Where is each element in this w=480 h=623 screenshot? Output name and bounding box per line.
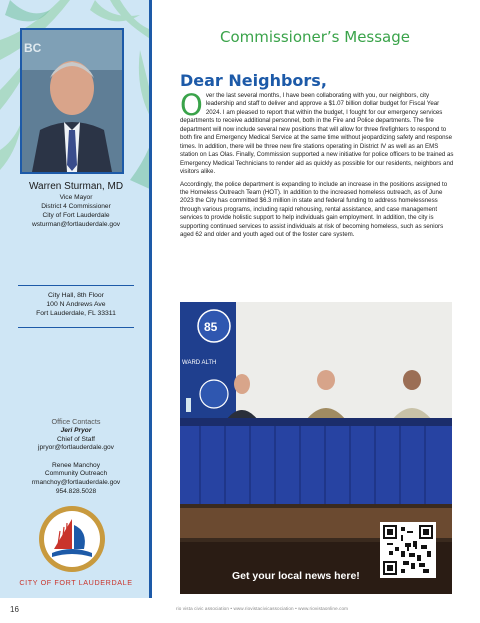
contact-1-email[interactable]: jpryor@fortlauderdale.gov [38,444,114,452]
city-label: CITY OF FORT LAUDERDALE [19,578,133,587]
greeting: Dear Neighbors, [180,71,327,90]
commission-meeting-photo [180,302,452,594]
paragraph-1-text: ver the last several months, I have been collaborating with you, our neighbors, city leadership and staff to deliver and approve a $1.07 billion dollar budget for Fiscal Year 2024. I am pleased to report that within the budget, I fought for our emergency services departments to receive additional personnel, both in the Fire and Police departments. The fire department will now include several new positions that will allow for three firefighters to respond to both fire and Emergency Medical Service at the same time without jeopardizing safety and response times. In addition, there will be three new fire stations operating in District IV as well as an EMS station on Las Olas. Finally, Commission supported a new initiative for police officers to be trained as Emergency Medical Technicians to render aid as quickly as possible for our residents, neighbors and visitors alike. [180,92,454,176]
person-city: City of Fort Lauderdale [42,212,110,219]
person-name: Warren Sturman, MD [28,181,124,192]
address-line-2: 100 N Andrews Ave [46,301,106,308]
contact-1-role: Chief of Staff [57,435,95,443]
sidebar [0,0,152,598]
contact-2-phone[interactable]: 954.828.5028 [55,487,97,495]
drop-cap: O [180,88,203,122]
office-contacts [4,417,148,496]
banner-85-text: 85 [204,320,218,334]
contact-2-name: Renee Manchoy [51,461,101,469]
banner-side-text: WARD ALTH [182,360,217,366]
page-title: Commissioner’s Message [219,28,410,46]
contact-1-name: Jeri Pryor [60,427,92,434]
contact-2-role: Community Outreach [44,470,108,478]
svg-text:BC: BC [24,41,42,55]
contacts-heading: Office Contacts [51,417,101,426]
office-address [18,285,134,328]
page-number: 16 [10,605,19,614]
photo-caption: Get your local news here! [232,570,360,582]
address-line-1: City Hall, 8th Floor [48,292,104,299]
person-district: District 4 Commissioner [41,203,111,210]
message-body [180,88,456,244]
address-line-3: Fort Lauderdale, FL 33311 [36,310,116,317]
paragraph-2: Accordingly, the police department is expanding to include an increase in the positions assigned to the Homeless Outreach Team (HOT). In addition to the increased homeless outreach, as of June 2023 the City has committed $6.3 million in state and federal funding to address homelessness through various programs, including rapid rehousing, rental assistance, and case management services to provide holistic support to help individuals gain employment. In addition, the city is supporting continued services to assist individuals at risk of becoming homeless, such as seniors aged 62 and older and youth aged out of the foster care system. [180,180,448,239]
qr-code[interactable] [380,522,436,578]
commissioner-portrait [20,28,124,174]
person-title: Vice Mayor [59,194,93,201]
footer-text: rio vista civic association • www.riovistacivicassociation • www.riovistaonline.com [176,606,349,611]
paragraph-1 [180,88,456,177]
city-seal-logo [38,505,106,573]
contact-2-email[interactable]: rmanchoy@fortlauderdale.gov [31,478,121,486]
person-email[interactable]: wsturman@fortlauderdale.gov [31,221,121,228]
contact-spacer [4,453,148,462]
